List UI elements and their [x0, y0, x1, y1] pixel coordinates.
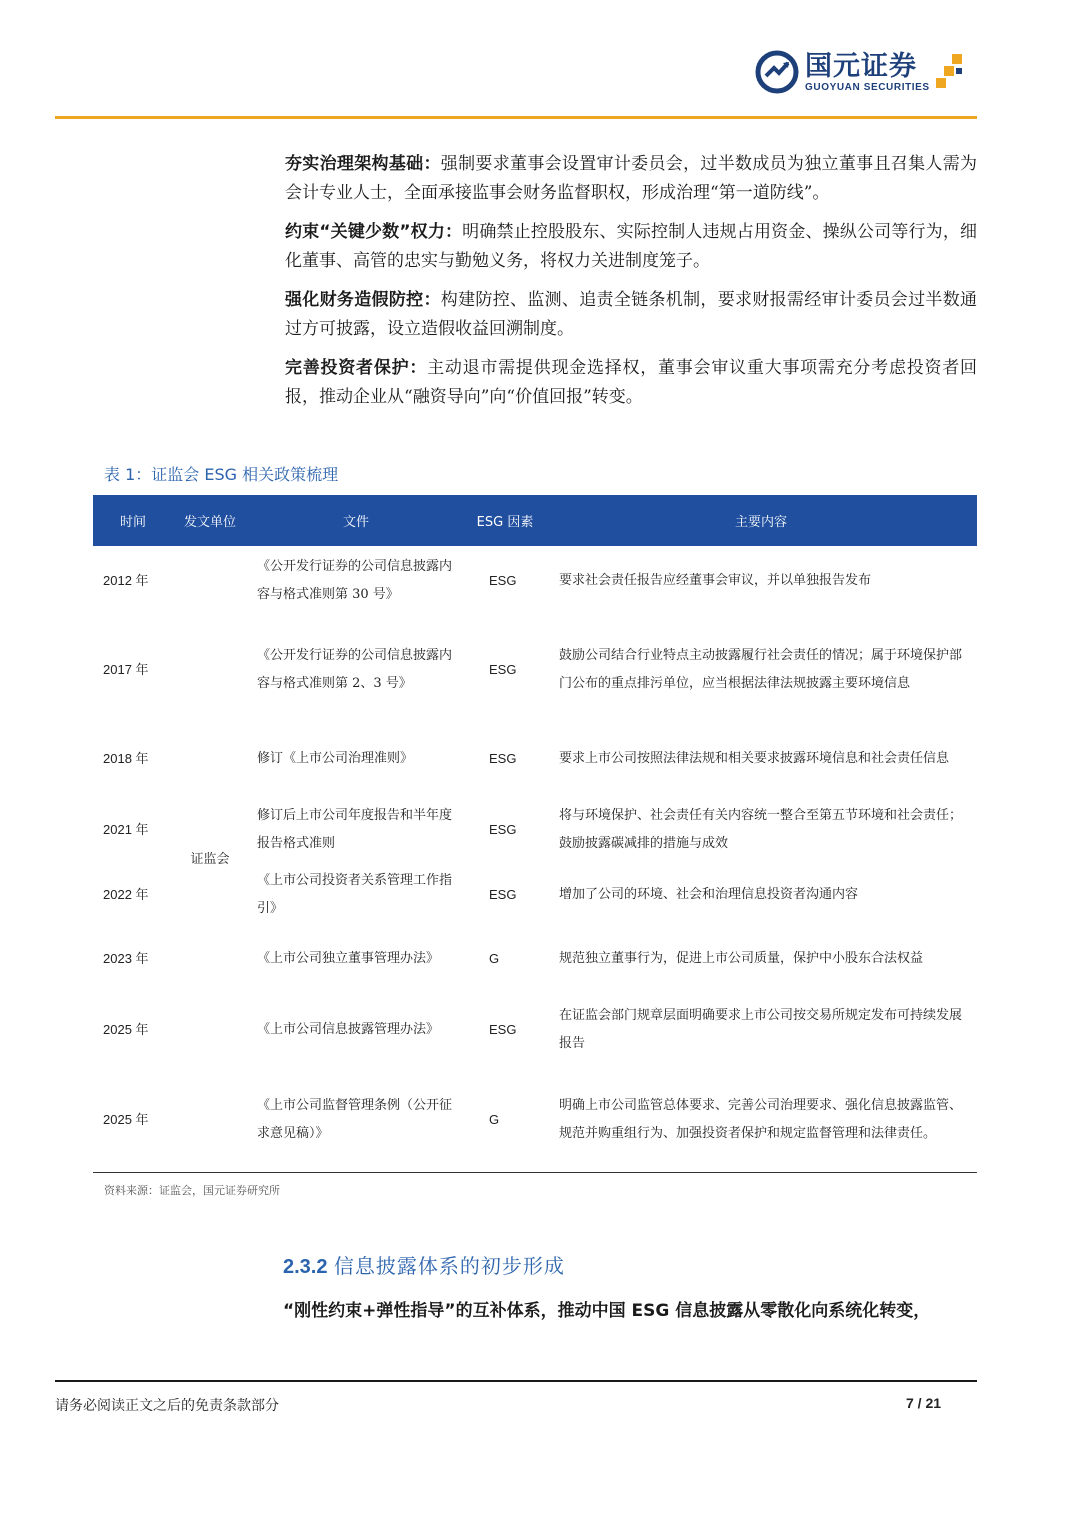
guoyuan-logo-icon	[755, 50, 799, 94]
cell-esg: ESG	[489, 751, 517, 766]
table-row	[93, 546, 977, 616]
bullet-label: 强化财务造假防控：	[285, 290, 441, 310]
cell-content: 要求社会责任报告应经董事会审议，并以单独报告发布	[559, 573, 872, 588]
cell-esg: G	[489, 951, 500, 966]
cell-document: 《上市公司投资者关系管理工作指引》	[257, 873, 453, 916]
cell-document: 《上市公司独立董事管理办法》	[257, 951, 440, 966]
cell-document: 《上市公司信息披露管理办法》	[257, 1022, 440, 1037]
section-title: 信息披露体系的初步形成	[333, 1254, 565, 1278]
table-title: 表 1：证监会 ESG 相关政策梳理	[104, 465, 339, 484]
section-number: 2.3.2	[283, 1256, 328, 1278]
bullet-paragraph	[285, 218, 977, 276]
header-document: 文件	[247, 495, 465, 546]
bullet-text: 强制要求董事会设置审计委员会，过半数成员为独立董事且召集人需为会计专业人士，全面承接监事会财务监督职权，形成治理“第一道防线”。	[285, 154, 978, 203]
cell-content: 增加了公司的环境、社会和治理信息投资者沟通内容	[559, 887, 859, 902]
cell-document: 《上市公司监督管理条例（公开征求意见稿）》	[257, 1098, 453, 1141]
header-org: 发文单位	[173, 495, 247, 546]
cell-content: 在证监会部门规章层面明确要求上市公司按交易所规定发布可持续发展报告	[559, 1008, 963, 1051]
cell-esg: G	[489, 1112, 500, 1127]
cell-year: 2017 年	[103, 662, 149, 677]
cell-document: 《公开发行证券的公司信息披露内容与格式准则第 2、3 号》	[257, 648, 453, 691]
policy-bullets	[285, 150, 977, 422]
esg-policy-table	[93, 495, 977, 1174]
header-esg-factor: ESG 因素	[465, 495, 545, 546]
cell-content: 鼓励公司结合行业特点主动披露履行社会责任的情况；属于环境保护部门公布的重点排污单位，应当根据法律法规披露主要环境信息	[559, 648, 963, 691]
cell-esg: ESG	[489, 662, 517, 677]
cell-content: 规范独立董事行为，促进上市公司质量，保护中小股东合法权益	[559, 951, 924, 966]
body-paragraph: “刚性约束+弹性指导”的互补体系，推动中国 ESG 信息披露从零散化向系统化转变，	[283, 1301, 931, 1321]
cell-esg: ESG	[489, 1022, 517, 1037]
cell-year: 2018 年	[103, 751, 149, 766]
cell-year: 2025 年	[103, 1112, 149, 1127]
cell-year: 2022 年	[103, 887, 149, 902]
logo-chinese-name: 国元证券	[805, 50, 917, 82]
bullet-paragraph	[285, 150, 977, 208]
cell-esg: ESG	[489, 887, 517, 902]
footer-disclaimer: 请务必阅读正文之后的免责条款部分	[55, 1398, 279, 1414]
cell-document: 修订《上市公司治理准则》	[257, 751, 414, 766]
bullet-text: 明确禁止控股股东、实际控制人违规占用资金、操纵公司等行为，细化董事、高管的忠实与勤勉义务，将权力关进制度笼子。	[285, 222, 977, 271]
page-number: 7 / 21	[906, 1395, 942, 1411]
cell-year: 2023 年	[103, 951, 149, 966]
footer-divider	[55, 1380, 977, 1382]
bullet-text: 构建防控、监测、追责全链条机制，要求财报需经审计委员会过半数通过方可披露，设立造假收益回溯制度。	[285, 290, 978, 339]
cell-org: 证监会	[190, 852, 230, 867]
cell-year: 2025 年	[103, 1022, 149, 1037]
table-source: 资料来源：证监会，国元证券研究所	[104, 1184, 280, 1197]
bullet-text: 主动退市需提供现金选择权，董事会审议重大事项需充分考虑投资者回报，推动企业从“融资导向”向“价值回报”转变。	[285, 358, 978, 407]
bullet-label: 夯实治理架构基础：	[285, 154, 441, 174]
logo-steps-icon	[934, 52, 970, 92]
cell-esg: ESG	[489, 822, 517, 837]
table-bottom-rule	[93, 1172, 977, 1173]
cell-content: 要求上市公司按照法律法规和相关要求披露环境信息和社会责任信息	[559, 751, 950, 766]
table-header-row	[93, 495, 977, 546]
section-heading	[283, 1250, 565, 1279]
bullet-label: 完善投资者保护：	[285, 358, 428, 378]
cell-year: 2021 年	[103, 822, 149, 837]
cell-document: 修订后上市公司年度报告和半年度报告格式准则	[257, 808, 453, 851]
cell-content: 将与环境保护、社会责任有关内容统一整合至第五节环境和社会责任；鼓励披露碳减排的措施与成效	[559, 808, 963, 851]
bullet-paragraph	[285, 286, 977, 344]
cell-year: 2012 年	[103, 573, 149, 588]
cell-content: 明确上市公司监管总体要求、完善公司治理要求、强化信息披露监管、规范并购重组行为、加强投资者保护和规定监督管理和法律责任。	[559, 1098, 963, 1141]
bullet-paragraph	[285, 354, 977, 412]
header-time: 时间	[93, 495, 173, 546]
cell-esg: ESG	[489, 573, 517, 588]
logo-english-name: GUOYUAN SECURITIES	[805, 81, 930, 93]
header-main-content: 主要内容	[545, 495, 977, 546]
company-logo	[755, 50, 970, 94]
bullet-label: 约束“关键少数”权力：	[285, 222, 463, 242]
header-divider	[55, 116, 977, 119]
cell-document: 《公开发行证券的公司信息披露内容与格式准则第 30 号》	[257, 559, 453, 602]
